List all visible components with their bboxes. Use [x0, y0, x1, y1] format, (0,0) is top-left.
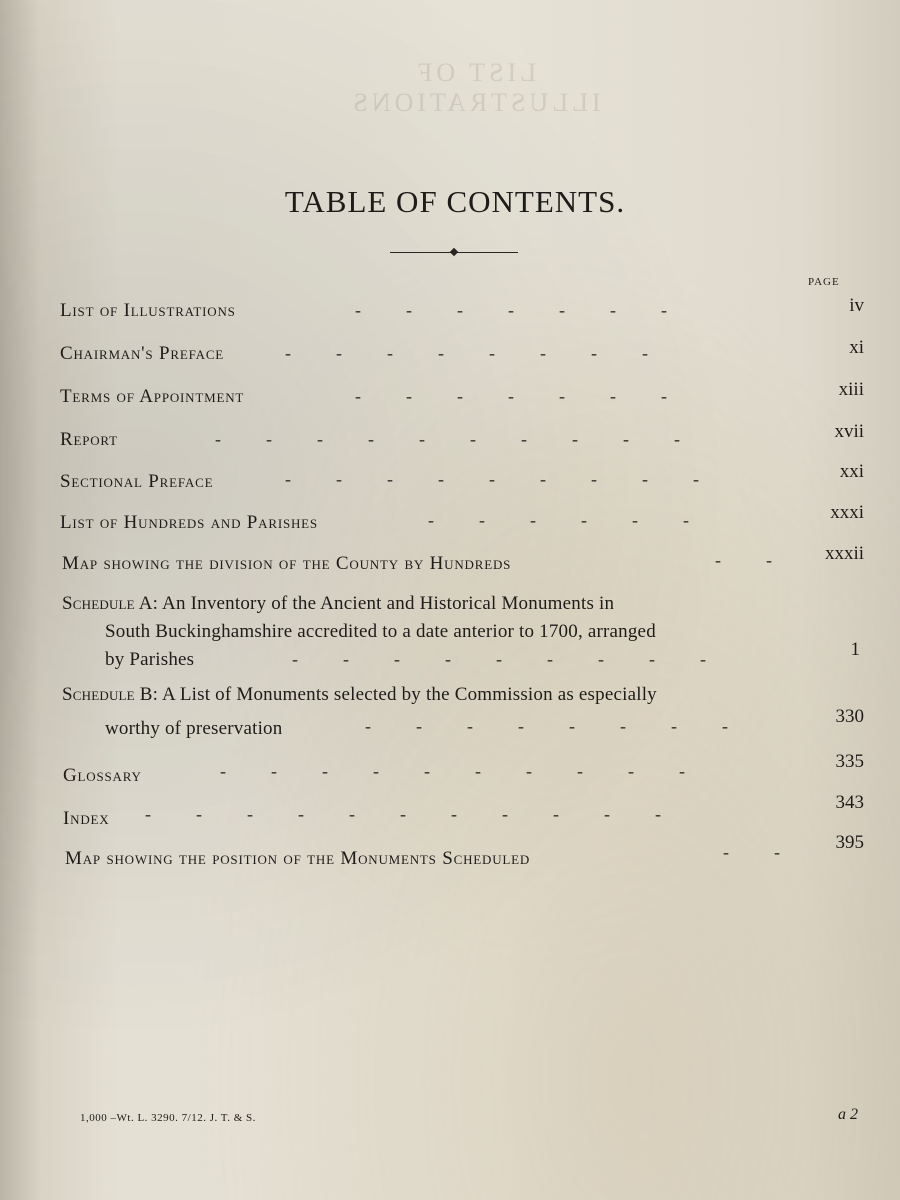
signature-mark: a 2 — [838, 1106, 858, 1123]
toc-entry — [60, 502, 864, 552]
toc-entry — [60, 379, 864, 426]
toc-entry — [60, 751, 864, 805]
toc-entry-label: Sectional Preface — [60, 471, 214, 492]
toc-entry-label: Index — [63, 808, 110, 829]
dot-leader: - - - - - - — [428, 510, 689, 530]
dot-leader: - - - - - - - - - - - — [145, 804, 661, 824]
toc-entry-line: by Parishes — [105, 649, 195, 670]
toc-entry — [60, 832, 864, 888]
toc-entry-line: : An Inventory of the Ancient and Historical Monuments in — [152, 593, 615, 614]
dot-leader: - - - - - - - - - - — [215, 429, 680, 449]
toc-entry-label-prefix: Schedule B — [62, 684, 153, 705]
toc-entry-label-prefix: Schedule A — [62, 593, 153, 614]
toc-entry-page: 395 — [835, 832, 864, 853]
bleed-through-heading: LIST OF ILLUSTRATIONS — [349, 58, 601, 117]
toc-entry-page: 335 — [835, 751, 864, 772]
toc-entry — [60, 461, 864, 511]
toc-entry-label: Terms of Appointment — [60, 386, 245, 407]
toc-entry-label: Chairman's Preface — [60, 343, 225, 364]
toc-entry-line: South Buckinghamshire accredited to a date anterior to 1700, arranged — [105, 621, 656, 642]
toc-entry-schedule-b — [60, 684, 864, 746]
dot-leader: - - - - - - - - — [285, 343, 648, 363]
dot-leader: - - - - - - - — [355, 386, 667, 406]
toc-entry — [60, 337, 864, 383]
toc-entry-schedule-a — [60, 593, 864, 683]
toc-entry-page: xxxii — [824, 543, 864, 564]
title-rule-diamond — [450, 248, 458, 256]
toc-entry-label: Map showing the division of the County by Hundreds — [62, 553, 512, 574]
toc-entry-page: xi — [849, 337, 864, 358]
toc-entry-label: List of Hundreds and Parishes — [60, 512, 318, 533]
toc-entry-page: 330 — [835, 706, 864, 727]
toc-entry — [60, 543, 864, 593]
page-column-header: PAGE — [808, 276, 840, 288]
dot-leader: - - — [723, 842, 780, 862]
toc-entry-line: : A List of Monuments selected by the Commission as especially — [152, 684, 657, 705]
dot-leader: - - - - - - - - - - — [220, 761, 685, 781]
toc-entry-page: xxi — [839, 461, 864, 482]
toc-entry-page: 1 — [850, 639, 860, 660]
toc-entry — [60, 421, 864, 469]
page-title: TABLE OF CONTENTS. — [284, 184, 626, 219]
toc-entry-page: xvii — [834, 421, 864, 442]
dot-leader: - - - - - - - - - — [292, 649, 706, 669]
toc-entry-page: xiii — [838, 379, 864, 400]
dot-leader: - - - - - - - — [355, 300, 667, 320]
toc-entry-label: Glossary — [63, 765, 142, 786]
toc-entry-page: xxxi — [830, 502, 864, 523]
dot-leader: - - — [715, 550, 772, 570]
dot-leader: - - - - - - - - — [365, 716, 728, 736]
toc-entry-page: iv — [849, 295, 864, 316]
toc-entry-page: 343 — [835, 792, 864, 813]
toc-entry-label: List of Illustrations — [60, 300, 236, 321]
toc-entry-line: worthy of preservation — [105, 718, 283, 739]
printer-imprint: 1,000 –Wt. L. 3290. 7/12. J. T. & S. — [80, 1112, 256, 1124]
toc-entry — [60, 295, 864, 340]
dot-leader: - - - - - - - - - — [285, 469, 699, 489]
toc-entry-label: Map showing the position of the Monuments Scheduled — [65, 848, 531, 869]
toc-entry-label: Report — [60, 429, 118, 450]
